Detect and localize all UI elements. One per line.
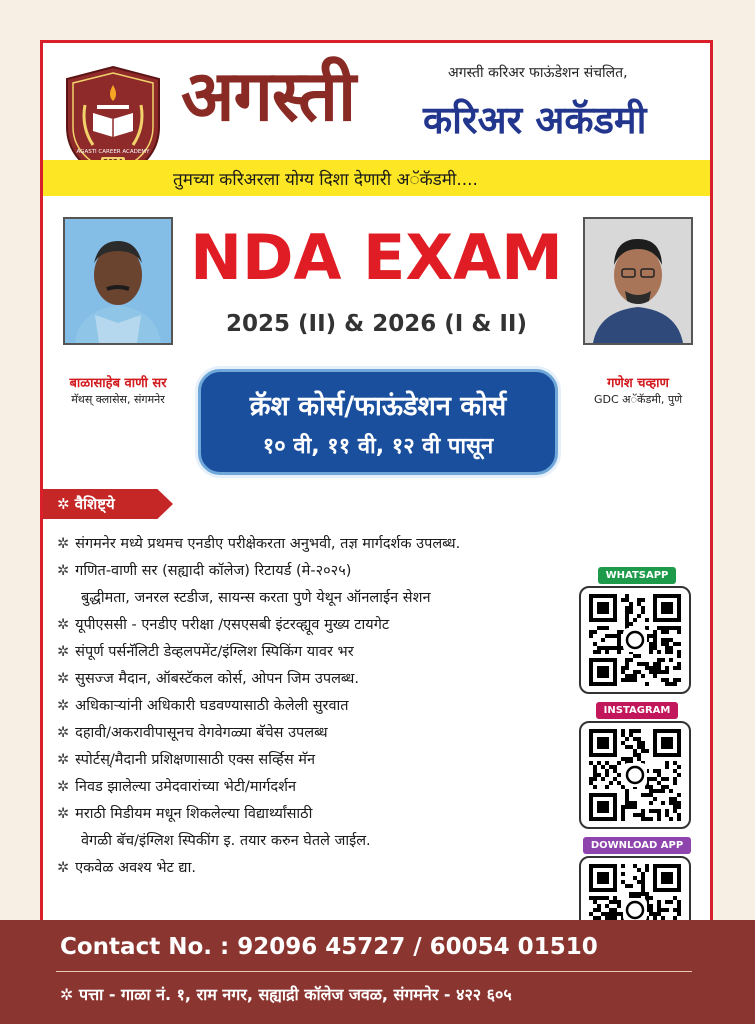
feature-item: ✲ सुसज्ज मैदान, ऑबस्टॅकल कोर्स, ओपन जिम उपलब्ध. xyxy=(57,671,359,687)
teacher-name-left: बाळासाहेब वाणी सर xyxy=(69,376,167,391)
asterisk-icon: ✲ xyxy=(57,617,70,633)
teacher-name-right: गणेश चव्हाण xyxy=(607,376,669,391)
feature-item: ✲ संपूर्ण पर्सनॅलिटी डेव्हलपमेंट/इंग्लिश स्पिकिंग यावर भर xyxy=(57,644,354,660)
brand-name: अगस्ती xyxy=(181,54,356,137)
teacher-org-left: मॅथस् क्लासेस, संगमनेर xyxy=(71,393,165,406)
asterisk-icon: ✲ xyxy=(57,536,70,552)
instagram-qr-code[interactable] xyxy=(579,721,691,829)
asterisk-icon: ✲ xyxy=(57,725,70,741)
tagline: तुमच्या करिअरला योग्य दिशा देणारी अॅकॅडमी.... xyxy=(173,170,478,190)
contact-number[interactable]: Contact No. : 92096 45727 / 60054 01510 xyxy=(60,934,598,960)
asterisk-icon: ✲ xyxy=(57,671,70,687)
asterisk-icon: ✲ xyxy=(57,563,70,579)
asterisk-icon: ✲ xyxy=(57,644,70,660)
feature-item: ✲ दहावी/अकरावीपासूनच वेगवेगळ्या बॅचेस उपलब्ध xyxy=(57,725,328,741)
instagram-label: INSTAGRAM xyxy=(596,702,679,719)
feature-item-continued: वेगळी बॅच/इंग्लिश स्पिकींग इ. तयार करुन घेतले जाईल. xyxy=(81,833,371,849)
feature-item: ✲ गणित-वाणी सर (सह्यादी कॉलेज) रिटायर्ड (मे-२०२५) xyxy=(57,563,352,579)
exam-years: 2025 (II) & 2026 (I & II) xyxy=(225,311,528,337)
instagram-qr-card[interactable] xyxy=(579,698,695,829)
whatsapp-qr-code[interactable] xyxy=(579,586,691,694)
feature-item: ✲ संगमनेर मध्ये प्रथमच एनडीए परीक्षेकरता अनुभवी, तज्ञ मार्गदर्शक उपलब्ध. xyxy=(57,536,461,552)
logo-text: AGASTI CAREER ACADEMY xyxy=(76,149,150,155)
teacher-org-right: GDC अॅकॅडमी, पुणे xyxy=(593,393,683,406)
exam-title: NDA EXAM xyxy=(190,221,563,294)
address: ✲ पत्ता - गाळा नं. १, राम नगर, सह्याद्री कॉलेज जवळ, संगमनेर - ४२२ ६०५ xyxy=(60,985,512,1004)
course-title: क्रॅश कोर्स/फाऊंडेशन कोर्स xyxy=(249,391,507,422)
features-heading: ✲ वैशिष्ट्ये xyxy=(57,495,115,513)
feature-item: ✲ अधिकाऱ्यांनी अधिकारी घडवण्यासाठी केलेली सुरवात xyxy=(57,698,349,714)
asterisk-icon: ✲ xyxy=(57,860,70,876)
course-classes: १० वी, ११ वी, १२ वी पासून xyxy=(262,434,494,459)
footer-divider xyxy=(56,971,692,972)
whatsapp-qr-card[interactable] xyxy=(579,563,695,694)
asterisk-icon: ✲ xyxy=(57,698,70,714)
feature-item: ✲ स्पोर्टस्/मैदानी प्रशिक्षणासाठी एक्स सर्व्हिस मॅन xyxy=(57,752,315,768)
feature-item-continued: बुद्धीमता, जनरल स्टडीज, सायन्स करता पुणे येथून ऑनलाईन सेशन xyxy=(81,590,431,606)
feature-item: ✲ एकवेळ अवश्य भेट द्या. xyxy=(57,860,196,876)
qr-code-icon xyxy=(589,729,681,821)
asterisk-icon: ✲ xyxy=(57,779,70,795)
asterisk-icon: ✲ xyxy=(57,752,70,768)
feature-item: ✲ यूपीएससी - एनडीए परीक्षा /एसएसबी इंटरव्ह्यूव मुख्य टायगेट xyxy=(57,617,390,633)
qr-code-icon xyxy=(589,594,681,686)
feature-item: ✲ निवड झालेल्या उमेदवारांच्या भेटी/मार्गदर्शन xyxy=(57,779,297,795)
course-box xyxy=(198,369,558,475)
download-app-label: DOWNLOAD APP xyxy=(583,837,691,854)
features-list xyxy=(57,531,597,882)
poster xyxy=(40,40,713,980)
whatsapp-label: WHATSAPP xyxy=(598,567,677,584)
brand-subtitle: करिअर अकॅडमी xyxy=(423,97,647,142)
brand-note: अगस्ती करिअर फाऊंडेशन संचलित, xyxy=(448,65,628,81)
asterisk-icon: ✲ xyxy=(57,806,70,822)
feature-item: ✲ मराठी मिडीयम मधून शिकलेल्या विद्यार्थ्यांसाठी xyxy=(57,806,313,822)
